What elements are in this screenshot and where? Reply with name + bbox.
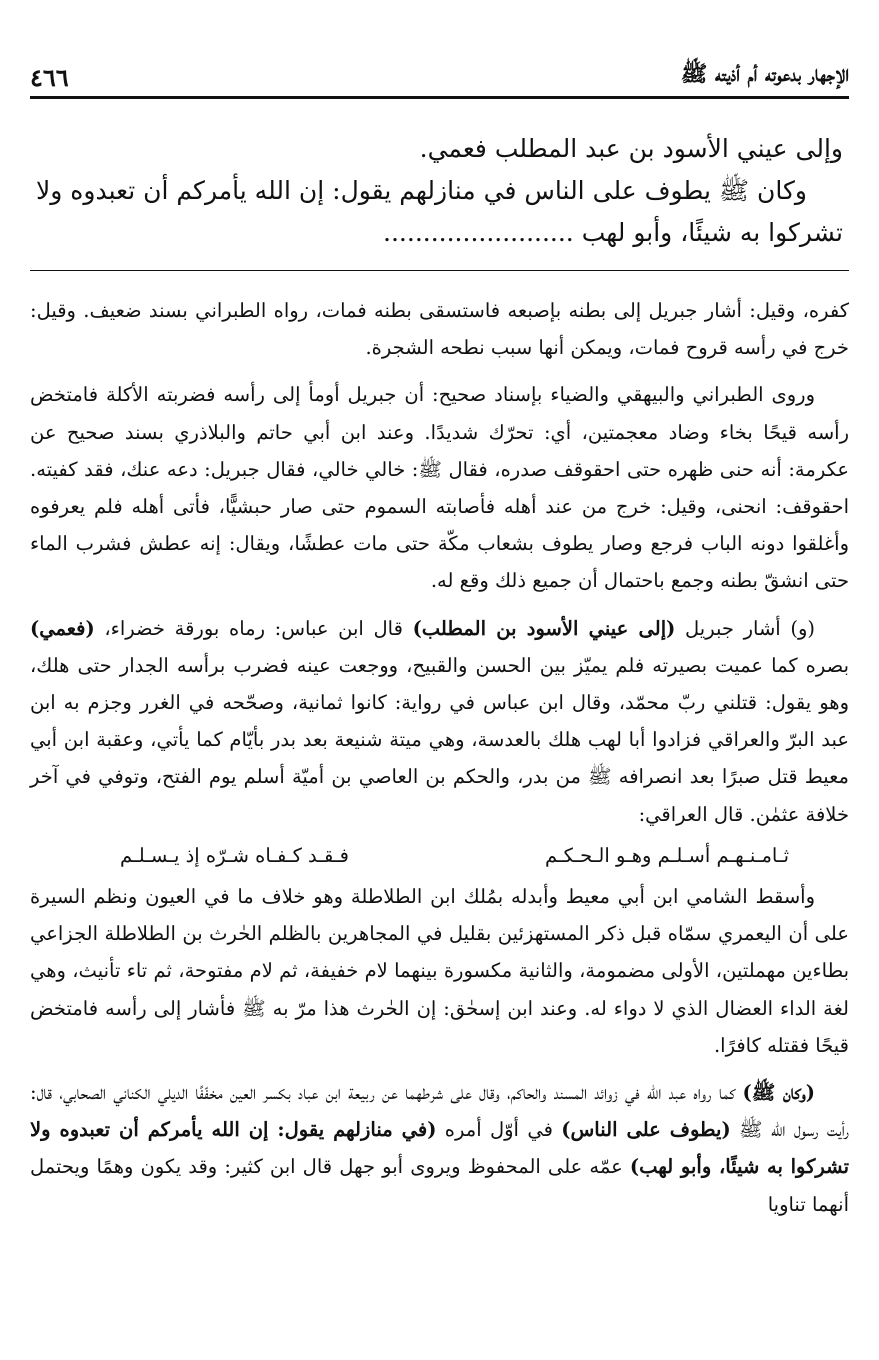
commentary [30,292,849,1223]
p3-matn-quote-2: (فعمي) [30,616,95,640]
poem-first-hemistich: ثـامـنـهـم أسـلـم وهـو الـحـكـم [544,843,789,867]
continuation-dots: ........................ [383,218,574,247]
text-commentary-divider [30,270,849,271]
p5-matn-quote-2: (يطوف على الناس) [561,1118,731,1142]
p3-text-a: (و) أشار جبريل [675,616,815,640]
commentary-paragraph-3 [30,610,849,833]
poem-second-hemistich: فـقـد كـفـاه شـرّه إذ يـسـلـم [120,843,349,867]
poem-verse [30,837,849,874]
header-rule [30,96,849,99]
p5-text-b: كما رواه عبد الله في زوائد المسند والحاكم، وقال على شرطهما عن ربيعة ابن عباد بكسر العين مخفّفًا الديلي الكناني الصحابي، قال: رأيت رسول الله ﷺ [30,1081,849,1142]
p5-text-f: عمّه على المحفوظ ويروى أبو جهل قال ابن كثير: وقد يكون وهمًا ويحتمل أنهما تناويا [30,1155,849,1216]
commentary-paragraph-5 [30,1074,849,1223]
p3-text-e: بصره كما عميت بصيرته فلم يميّز بين الحسن والقبيح، ووجعت عينه فضرب برأسه الجدار حتى هلك، وهو يقول: قتلني ربّ محمّد، وقال ابن عباس في رواية: كانوا ثمانية، وصحّحه في الغرر وجزم به ابن عبد البرّ والعراقي فزادوا أبا لهب هلك بالعدسة، وهي ميتة شنيعة بعد بدر بأيّام كما يأتي، وعقبة ابن أبي معيط قتل صبرًا بعد انصرافه ﷺ من بدر، والحكم بن العاصي بن أميّة أسلم يوم الفتح، وتوفي في آخر خلافة عثمٰن. قال العراقي: [30,653,849,826]
commentary-paragraph-4: وأسقط الشامي ابن أبي معيط وأبدله بمُلك ابن الطلاطلة وهو خلاف ما في العيون ونظم السيرة على أن اليعمري سمّاه قبل ذكر المستهزئين بقليل في المجاهرين بالظلم الحٰرث بن الطلاطلة الجزاعي بطاءين مهملتين، الأولى مضمومة، والثانية مكسورة بينهما لام خفيفة، ثم لام مفتوحة، ثم تاء تأنيث، وهي لغة الداء العضال الذي لا دواء له. وعند ابن إسحٰق: إن الحٰرث هذا مرّ به ﷺ فأشار إلى رأسه فامتخض قيحًا فقتله كافرًا. [30,885,849,1057]
p5-matn-quote-1: (وكان ﷺ) [742,1081,815,1105]
running-title: الإجهار بدعوته أم أذيته ﷺ [680,61,849,87]
main-text-paragraph-2 [36,170,843,254]
page-number: ٤٦٦ [30,63,69,92]
main-text-paragraph-2-text: وكان ﷺ يطوف على الناس في منازلهم يقول: إن الله يأمركم أن تعبدوه ولا تشركوا به شيئًا، وأبو لهب [36,176,843,247]
main-text [36,128,843,254]
page-header [30,52,849,92]
p5-text-d: في أوّل أمره [436,1118,562,1142]
p3-matn-quote-1: (إلى عيني الأسود بن المطلب) [412,616,676,640]
commentary-paragraph-1: كفره، وقيل: أشار جبريل إلى بطنه بإصبعه فاستسقى بطنه فمات، رواه الطبراني بسند ضعيف. وقيل: خرج في رأسه قروح فمات، ويمكن أنها سبب نطحه الشجرة. [30,299,849,360]
p5-matn-quote-3: (في منازلهم يقول: إن الله يأمركم أن تعبدوه ولا تشركوا به شيئًا، وأبو لهب) [30,1118,849,1179]
p3-text-c: قال ابن عباس: رماه بورقة خضراء، [94,616,413,640]
main-text-line-1: وإلى عيني الأسود بن عبد المطلب فعمي. [419,134,843,163]
commentary-paragraph-2: وروى الطبراني والبيهقي والضياء بإسناد صحيح: أن جبريل أومأ إلى رأسه فضربته الأكلة فامتخض رأسه قيحًا بخاء وضاد معجمتين، أي: تحرّك شديدًا. وعند ابن أبي حاتم والبلاذري بسند صحيح عن عكرمة: أنه حنى ظهره حتى احقوقف صدره، فقال ﷺ: خالي خالي، فقال جبريل: دعه عنك، فقد كفيته. احقوقف: انحنى، وقيل: خرج من عند أهله فأصابته السموم حتى صار حبشيًّا، فأتى أهله فلم يعرفوه وأغلقوا دونه الباب فرجع وصار يطوف بشعاب مكّة حتى مات عطشًا، ويقال: إنه عطش فشرب الماء حتى انشقّ بطنه وجمع باحتمال أن جميع ذلك وقع له. [30,383,849,593]
